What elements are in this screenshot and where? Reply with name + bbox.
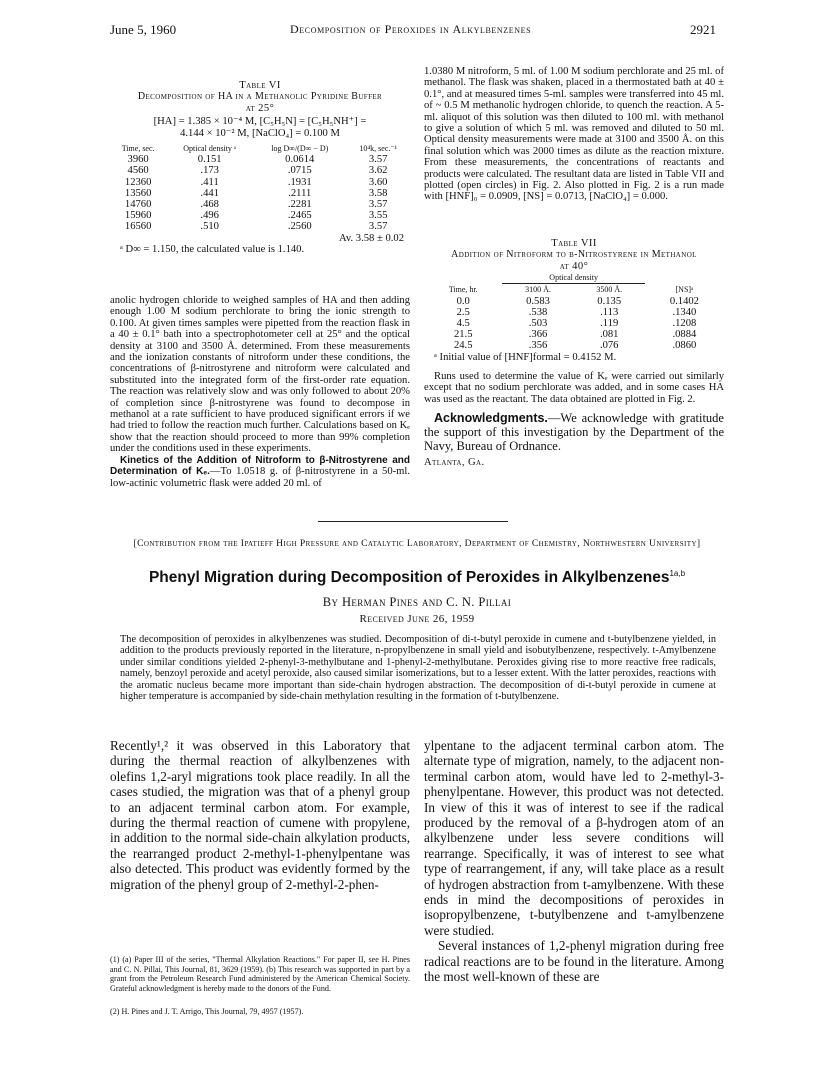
table-row [110, 221, 410, 232]
right-paragraph-2: Runs used to determine the value of Kₑ were carried out similarly except that no sodium perchlorate was added, and in some cases HA was used as the reactant. The data obtained are plotted in Fig. 2. [424, 371, 724, 405]
table-cell: .2560 [287, 221, 312, 233]
body-right [424, 738, 724, 985]
table-cell: 0.1402 [669, 295, 699, 307]
table-vi-subtitle: at 25° [245, 102, 275, 114]
left-paragraph: anolic hydrogen chloride to weighed samples of HA and then adding enough 1.00 M sodium perchlorate to bring the ionic strength to 0.100. At given times samples were pipetted from the reaction flask in a 40 ± 0.1° bath into a spectrophotometer cell at 25° and the optical density at 3100 and 3500 Å. determined. From these measurements and the ionization constants of nitroform under these conditions, the concentrations of β-nitrostyrene and nitroform were calculated and substituted into the integrated form of the first-order rate equation. The reaction was relatively slow and was only followed to about 20% of completion since β-nitrostyrene was found to decompose in methanol at a rate sufficient to have produced significant errors if we had tried to follow the reaction much further. Calculations based on Kₑ show that the reaction should proceed to more than 99% completion under the conditions used in these experiments. [110, 295, 410, 455]
left-text [110, 295, 410, 489]
table-vii-grid [424, 272, 724, 351]
table-row [424, 340, 724, 351]
article-title [110, 569, 724, 587]
table-row [110, 165, 410, 176]
table-vi-footnote: ᵃ D∞ = 1.150, the calculated value is 1.140. [120, 244, 305, 256]
col-header: Time, hr. [448, 285, 478, 295]
table-cell: .076 [599, 340, 619, 352]
table-cell: 3.57 [368, 199, 388, 211]
right-text [424, 66, 724, 203]
table-cell: 3.60 [368, 176, 388, 188]
header-date: June 5, 1960 [110, 22, 177, 37]
table-cell: 0.135 [597, 295, 622, 307]
col-header: 10⁴k, sec.⁻¹ [359, 144, 397, 154]
table-cell: .081 [599, 329, 619, 341]
table-row [110, 154, 410, 165]
article-title-text: Phenyl Migration during Decomposition of Peroxides in Alkylbenzenes [148, 569, 670, 587]
table-cell: .2111 [288, 187, 312, 199]
col-header: Time, sec. [121, 144, 155, 154]
table-vii-footnote: ᵃ Initial value of [HNF]formal = 0.4152 M. [434, 351, 617, 363]
table-row [424, 307, 724, 318]
table-cell: 4560 [127, 165, 149, 177]
table-cell: 13560 [124, 187, 152, 199]
table-cell: 15960 [124, 210, 152, 222]
table-row [424, 318, 724, 329]
table-cell: .411 [200, 176, 219, 188]
divider-rule [318, 521, 508, 522]
table-cell: 3.57 [368, 154, 388, 166]
location: Atlanta, Ga. [424, 457, 485, 469]
table-cell: 2.5 [456, 306, 470, 318]
table-cell: 0.583 [526, 295, 550, 307]
table-vii-title: Addition of Nitroform to β-Nitrostyrene in Methanol [451, 249, 697, 261]
table-vii-subtitle: at 40° [559, 260, 589, 272]
abstract: The decomposition of peroxides in alkylbenzenes was studied. Decomposition of di-t-butyl peroxide in cumene and t-butylbenzene yielded, in addition to the products previously reported in the literature, n-propylbenzene in small yield and isobutylbenzene, respectively. t-Amylbenzene under similar conditions yielded 2-phenyl-3-methylbutane and 1-phenyl-2-methylbutane. Peroxides giving rise to more reactive free radicals, namely, benzoyl peroxide and acetyl peroxide, also caused similar isomerizations, but to a lesser extent. With the latter peroxides, reactions with the aromatic nucleus became more important than side-chain hydrogen abstraction. The decomposition of di-t-butyl peroxide in cumene at higher temperature is accompanied by side-chain methylation resulting in the formation of t-butylbenzene. [120, 634, 716, 703]
ack-heading: Acknowledgments. [434, 411, 548, 426]
contribution-line: [Contribution from the Ipatieff High Pressure and Catalytic Laboratory, Department of Chemistry, Northwestern University] [133, 538, 701, 549]
table-cell: .1931 [287, 176, 312, 188]
table-cell: 3.58 [368, 187, 388, 199]
table-cell: 16560 [124, 221, 152, 233]
table-cell: .441 [200, 187, 219, 199]
table-cell: .113 [600, 306, 619, 318]
table-cell: .496 [200, 210, 219, 222]
table-vi-grid [110, 143, 410, 233]
table-cell: 3.62 [368, 165, 388, 177]
table-cell: .173 [200, 165, 219, 177]
received-date: Received June 26, 1959 [359, 613, 475, 625]
table-vi-conditions-2: 4.144 × 10⁻² M, [NaClO₄] = 0.100 M [180, 127, 340, 139]
col-header: 3100 Å. [525, 285, 551, 295]
table-cell: .510 [200, 221, 219, 233]
table-cell: 3.57 [368, 221, 388, 233]
table-vi [110, 80, 410, 255]
body-right-paragraph: ylpentane to the adjacent terminal carbon atom. The alternate type of migration, namely, to the adjacent non-terminal carbon atom, would have led to 2-methyl-3-phenylpentane. However, this product was not detected. In view of this it was of interest to see if the radical produced by the removal of a β-hydrogen atom of an alkylbenzene under less severe conditions will rearrange. Specifically, it was of interest to see what type of rearrangement, if any, will take place as a result of hydrogen abstraction from t-amylbenzene. With these ends in mind the decompositions of peroxides in isopropylbenzene, t-butylbenzene and t-amylbenzene were studied. [424, 738, 724, 938]
kinetics-body: —To 1.0518 g. of β-nitrostyrene in a 50-ml. low-actinic volumetric flask were added 20 ml. of [110, 466, 410, 489]
kinetics-heading: Kinetics of the Addition of Nitroform to β-Nitrostyrene and Determination of Kₑ. [110, 454, 410, 478]
table-vii [424, 238, 724, 469]
table-cell: .538 [528, 306, 548, 318]
table-cell: .119 [600, 318, 619, 330]
table-cell: 14760 [124, 199, 152, 211]
table-cell: .366 [528, 329, 548, 341]
body-left: Recently¹,² it was observed in this Laboratory that during the thermal reaction of alkylbenzenes with olefins 1,2-aryl migrations took place readily. In all the cases studied, the migration was that of a phenyl group to an adjacent terminal carbon atom. For example, during the thermal reaction of cumene with propylene, in addition to the normal side-chain alkylation products, the rearranged product 2-methyl-1-phenylpentane was also detected. This product was evidently formed by the migration of the phenyl group of 2-methyl-2-phen- [110, 738, 410, 892]
table-vi-average: Av. 3.58 ± 0.02 [339, 232, 404, 244]
table-cell: .1208 [672, 318, 697, 330]
table-row [424, 329, 724, 340]
col-header: [NS]ᵃ [675, 285, 694, 295]
table-cell: .356 [528, 340, 548, 352]
article-title-sup: 1a,b [669, 569, 686, 578]
footnote-1: (1) (a) Paper III of the series, "Thermal Alkylation Reactions." For paper II, see H. Pines and C. N. Pillai, This Journal, 81, 3629 (1959). (b) This research was supported in part by a grant from the Petroleum Research Fund administered by the American Chemical Society. Grateful acknowledgment is hereby made to the donors of the Fund. [110, 955, 410, 993]
running-title: Decomposition of Peroxides in Alkylbenzenes [290, 22, 532, 36]
table-vi-caption: Table VI [239, 80, 281, 91]
table-row [424, 296, 724, 307]
group-header: Optical density [502, 272, 644, 284]
table-cell: .0860 [672, 340, 697, 352]
footnote-2: (2) H. Pines and J. T. Arrigo, This Journal, 79, 4957 (1957). [110, 1007, 304, 1016]
table-row [110, 177, 410, 188]
ack-body: —We acknowledge with gratitude the support of this investigation by the Department of the Navy, Bureau of Ordnance. [424, 411, 724, 454]
table-cell: 4.5 [456, 318, 470, 330]
table-cell: 3960 [127, 154, 149, 166]
table-cell: 21.5 [453, 329, 473, 341]
table-row [110, 188, 410, 199]
col-header: Optical density ᵃ [183, 144, 237, 154]
table-cell: 24.5 [453, 340, 473, 352]
table-vii-caption: Table VII [551, 238, 597, 249]
table-cell: .0884 [672, 329, 697, 341]
table-row [110, 199, 410, 210]
table-cell: 3.55 [368, 210, 388, 222]
table-cell: .2281 [287, 199, 312, 211]
table-cell: .503 [528, 318, 548, 330]
page-number: 2921 [690, 22, 716, 37]
table-cell: .1340 [672, 306, 697, 318]
table-cell: 12360 [124, 176, 152, 188]
table-row [110, 210, 410, 221]
acknowledgments [424, 411, 724, 453]
table-cell: .2465 [287, 210, 312, 222]
col-header: 3500 Å. [596, 285, 623, 295]
body-right-paragraph-2: Several instances of 1,2-phenyl migration during free radical reactions are to be found in the literature. Among the most well-known of these are [424, 938, 724, 985]
table-vi-title: Decomposition of HA in a Methanolic Pyridine Buffer [137, 91, 383, 103]
col-header: log D∞/(D∞ − D) [271, 144, 329, 154]
right-paragraph: 1.0380 M nitroform, 5 ml. of 1.00 M sodium perchlorate and 25 ml. of methanol. The flask was shaken, placed in a thermostated bath at 40 ± 0.1°, and at measured times 5-ml. samples were transferred into 45 ml. of ~ 0.5 M methanolic hydrogen chloride, to quench the reaction. A 5-ml. aliquot of this solution was then diluted to 100 ml. with methanol to give a solution of which 5 ml. was removed and diluted to 50 ml. Optical density measurements were made at 3100 and 3500 Å. on this final solution which was 2000 times as dilute as the reaction mixture. From these measurements, the concentrations of reactants and products were calculated. The resultant data are listed in Table VII and plotted (open circles) in Fig. 2. Also plotted in Fig. 2 is a run made with [HNF]₀ = 0.0909, [NS] = 0.0713, [NaClO₄] = 0.000. [424, 66, 724, 203]
table-cell: .0715 [287, 165, 312, 177]
table-cell: 0.0614 [285, 154, 315, 166]
kinetics-paragraph [110, 455, 410, 489]
authors: By Herman Pines and C. N. Pillai [322, 595, 512, 609]
table-cell: .468 [200, 199, 219, 211]
table-cell: 0.151 [197, 154, 222, 166]
table-vi-conditions-1: [HA] = 1.385 × 10⁻⁴ M, [C₅H₅N] = [C₅H₅NH⁺] = [153, 116, 367, 128]
table-cell: 0.0 [456, 295, 470, 307]
